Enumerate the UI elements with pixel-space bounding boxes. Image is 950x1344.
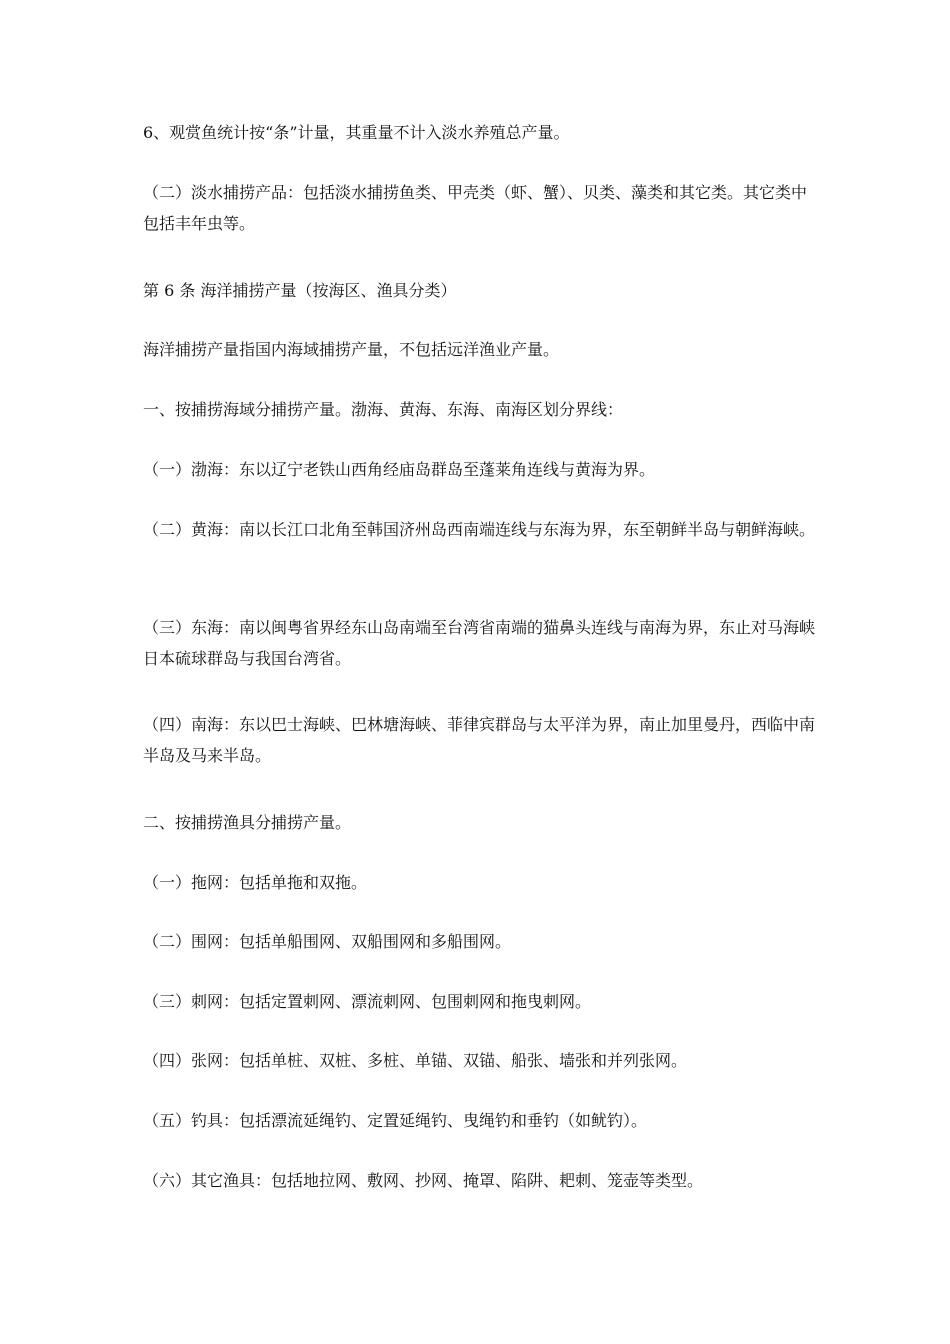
paragraph-south-sea: （四）南海：东以巴士海峡、巴林塘海峡、菲律宾群岛与太平洋为界，南止加里曼丹，西临中南半岛及马来半岛。 [143, 715, 816, 765]
paragraph-marine-catch-definition: 海洋捕捞产量指国内海域捕捞产量，不包括远洋渔业产量。 [143, 340, 560, 359]
paragraph-east-sea: （三）东海：南以闽粤省界经东山岛南端至台湾省南端的猫鼻头连线与南海为界，东止对马海峡日本硫球群岛与我国台湾省。 [143, 618, 816, 668]
paragraph-trawl: （一）拖网：包括单拖和双拖。 [143, 873, 368, 892]
paragraph-bohai: （一）渤海：东以辽宁老铁山西角经庙岛群岛至蓬莱角连线与黄海为界。 [143, 460, 656, 479]
paragraph-hook-line: （五）钓具：包括漂流延绳钓、定置延绳钓、曳绳钓和垂钓（如鱿钓）。 [143, 1111, 648, 1130]
paragraph-gillnet: （三）刺网：包括定置刺网、漂流刺网、包围刺网和拖曳刺网。 [143, 992, 592, 1011]
paragraph-ornamental-fish: 6、观赏鱼统计按“条”计量，其重量不计入淡水养殖总产量。 [143, 123, 570, 142]
paragraph-by-sea-area: 一、按捕捞海域分捕捞产量。渤海、黄海、东海、南海区划分界线： [143, 400, 624, 419]
paragraph-by-gear: 二、按捕捞渔具分捕捞产量。 [143, 813, 352, 832]
paragraph-purse-seine: （二）围网：包括单船围网、双船围网和多船围网。 [143, 932, 512, 951]
paragraph-yellow-sea: （二）黄海：南以长江口北角至韩国济州岛西南端连线与东海为界，东至朝鲜半岛与朝鲜海峡。 [143, 520, 816, 539]
paragraph-freshwater-catch: （二）淡水捕捞产品：包括淡水捕捞鱼类、甲壳类（虾、蟹）、贝类、藻类和其它类。其它类中包括丰年虫等。 [143, 183, 808, 233]
paragraph-article-6-heading: 第 6 条 海洋捕捞产量（按海区、渔具分类） [143, 281, 457, 300]
paragraph-stow-net: （四）张网：包括单桩、双桩、多桩、单锚、双锚、船张、墙张和并列张网。 [143, 1051, 688, 1070]
paragraph-other-gear: （六）其它渔具：包括地拉网、敷网、抄网、掩罩、陷阱、耙刺、笼壶等类型。 [143, 1171, 704, 1190]
